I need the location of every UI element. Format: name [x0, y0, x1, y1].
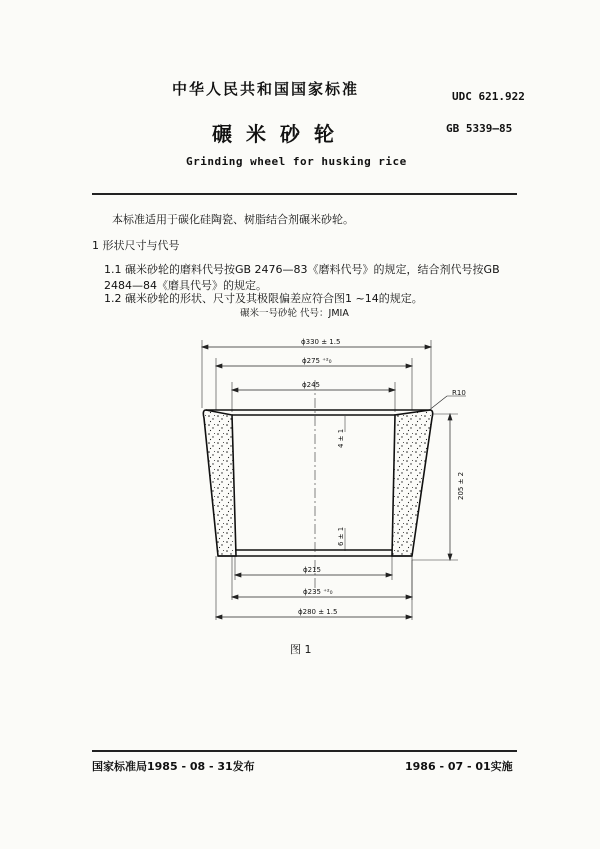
scope-paragraph: 本标准适用于碳化硅陶瓷、树脂结合剂碾米砂轮。	[112, 213, 354, 226]
document-title: 碾米砂轮	[212, 122, 348, 146]
dim-bottom-outer: ϕ280 ± 1.5	[298, 608, 338, 616]
dim-height: 205 ± 2	[457, 471, 465, 500]
figure-label: 图 1	[290, 643, 312, 656]
footer-divider	[92, 750, 517, 752]
standard-org-title: 中华人民共和国国家标准	[172, 80, 360, 98]
udc-number: UDC 621.922	[452, 90, 525, 103]
dim-top-outer: ϕ330 ± 1.5	[301, 338, 341, 346]
figure-caption: 碾米一号砂轮 代号：JMIA	[240, 308, 349, 319]
gb-number: GB 5339—85	[446, 122, 513, 135]
dim-top-mid: ϕ275 ⁺²₀	[302, 357, 332, 365]
issue-date: 国家标准局1985 - 08 - 31发布	[92, 760, 255, 773]
dim-top-thickness: 4 ± 1	[337, 428, 345, 448]
effective-date: 1986 - 07 - 01实施	[405, 760, 513, 773]
dim-radius: R10	[452, 389, 466, 397]
clause-1-1: 1.1 碾米砂轮的磨料代号按GB 2476—83《磨料代号》的规定，结合剂代号按GB 2484—84《磨具代号》的规定。	[104, 263, 500, 292]
dim-bottom-thickness: 6 ± 1	[337, 526, 345, 546]
clause-1-2: 1.2 碾米砂轮的形状、尺寸及其极限偏差应符合图1 ~14的规定。	[104, 292, 423, 305]
section-1-heading: 1 形状尺寸与代号	[92, 239, 180, 252]
document-title-english: Grinding wheel for husking rice	[186, 155, 407, 168]
dim-bottom-mid: ϕ235 ⁺²₀	[303, 588, 333, 596]
dim-bottom-inner: ϕ215	[303, 566, 321, 574]
dim-top-inner: ϕ245	[302, 381, 320, 389]
